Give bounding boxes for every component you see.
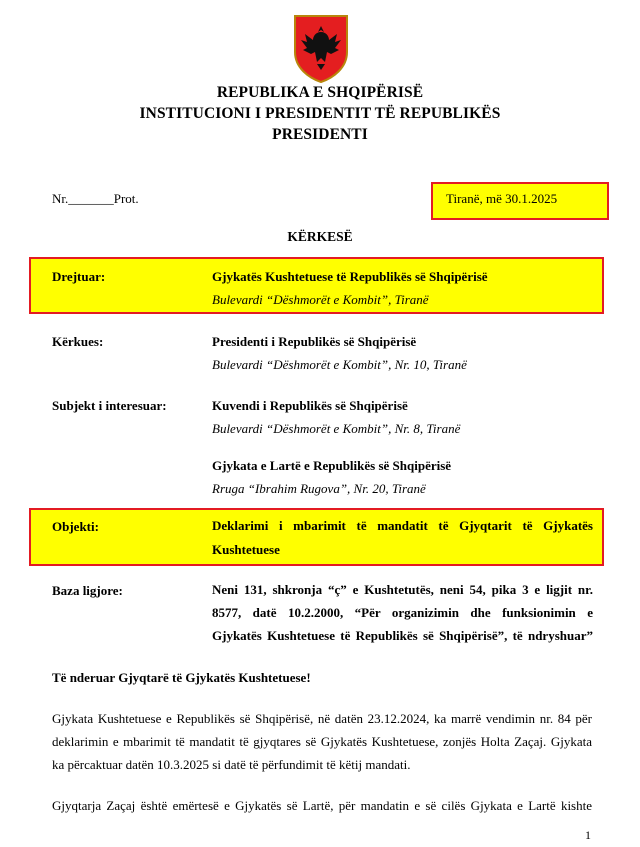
objekti-line: Deklarimi i mbarimit të mandatit të Gjyqtarit të Gjykatës bbox=[212, 518, 593, 533]
baza-line: Neni 131, shkronja “ç” e Kushtetutës, neni 54, pika 3 e ligjit nr. bbox=[212, 582, 593, 597]
subjekt-address: Bulevardi “Dëshmorët e Kombit”, Nr. 8, Tiranë bbox=[212, 421, 461, 436]
body-paragraph-line: deklarimin e mbarimit të mandatit të gjyqtares së Gjykatës Kushtetuese, zonjës Holta Zaçaj. Gjykata bbox=[52, 734, 592, 749]
subjekt-name: Kuvendi i Republikës së Shqipërisë bbox=[212, 398, 408, 413]
albania-coat-of-arms-icon bbox=[291, 12, 351, 84]
drejtuar-label: Drejtuar: bbox=[52, 269, 106, 284]
protocol-number: Nr._______Prot. bbox=[52, 191, 139, 206]
body-paragraph-line: Gjyqtarja Zaçaj është emërtesë e Gjykatës së Lartë, për mandatin e së cilës Gjykata e Lartë kishte bbox=[52, 798, 592, 813]
subjekt-label: Subjekt i interesuar: bbox=[52, 398, 167, 413]
baza-line: 8577, datë 10.2.2000, “Për organizimin dhe funksionimin e bbox=[212, 605, 593, 620]
kerkues-name: Presidenti i Republikës së Shqipërisë bbox=[212, 334, 417, 349]
body-paragraph-line: Gjykata Kushtetuese e Republikës së Shqipërisë, në datën 23.12.2024, ka marrë vendimin nr. 84 për bbox=[52, 711, 592, 726]
body-paragraph-line: ka përcaktuar datën 10.3.2025 si datë të përfundimit të këtij mandati. bbox=[52, 757, 411, 772]
kerkues-label: Kërkues: bbox=[52, 334, 104, 349]
subjekt-name: Gjykata e Lartë e Republikës së Shqipërisë bbox=[212, 458, 452, 473]
place-date: Tiranë, më 30.1.2025 bbox=[446, 191, 558, 206]
drejtuar-address: Bulevardi “Dëshmorët e Kombit”, Tiranë bbox=[212, 292, 429, 307]
baza-label: Baza ligjore: bbox=[52, 583, 123, 598]
header-republic: REPUBLIKA E SHQIPËRISË bbox=[216, 84, 424, 101]
objekti-line: Kushtetuese bbox=[212, 542, 280, 557]
header-institution: INSTITUCIONI I PRESIDENTIT TË REPUBLIKËS bbox=[139, 105, 501, 122]
kerkues-address: Bulevardi “Dëshmorët e Kombit”, Nr. 10, Tiranë bbox=[212, 357, 467, 372]
salutation: Të nderuar Gjyqtarë të Gjykatës Kushtetuese! bbox=[52, 670, 311, 685]
page-number: 1 bbox=[585, 828, 591, 842]
baza-line: Gjykatës Kushtetuese të Republikës së Shqipërisë”, të ndryshuar” bbox=[212, 628, 593, 643]
document-title: KËRKESË bbox=[287, 229, 353, 244]
subjekt-address: Rruga “Ibrahim Rugova”, Nr. 20, Tiranë bbox=[212, 481, 426, 496]
drejtuar-name: Gjykatës Kushtetuese të Republikës së Shqipërisë bbox=[212, 269, 488, 284]
objekti-label: Objekti: bbox=[52, 519, 99, 534]
header-president: PRESIDENTI bbox=[272, 126, 368, 143]
